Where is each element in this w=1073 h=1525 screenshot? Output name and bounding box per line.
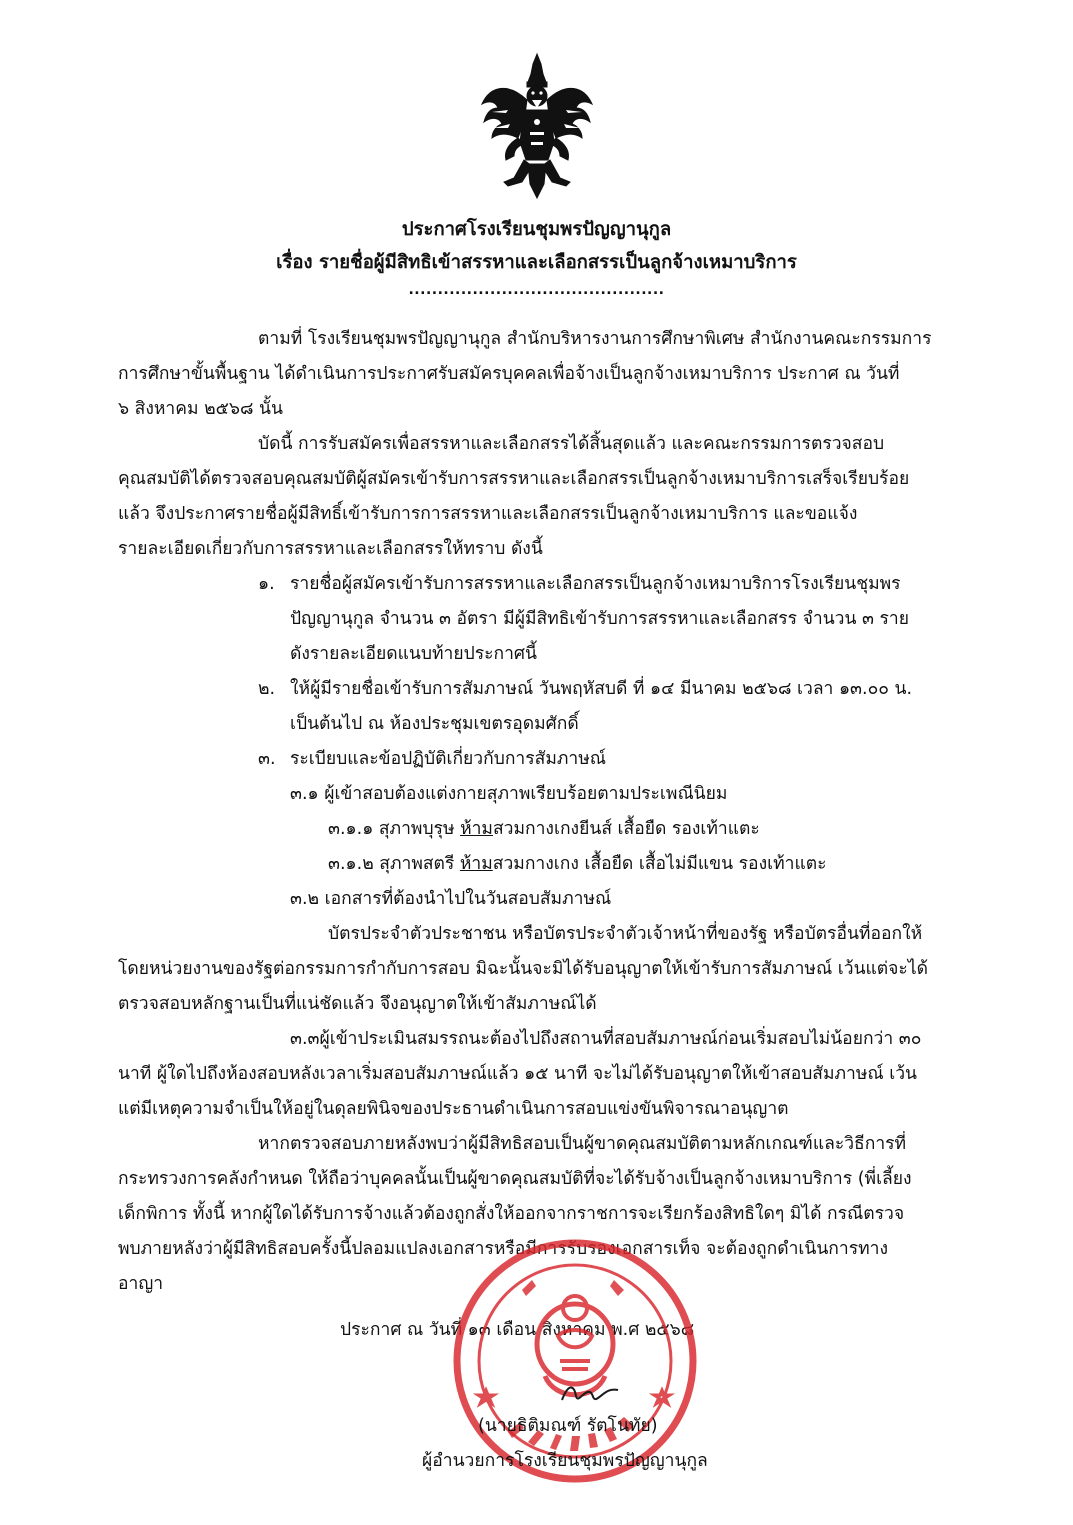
paragraph-line: หากตรวจสอบภายหลังพบว่าผู้มีสิทธิสอบเป็นผู้ขาดคุณสมบัติตามหลักเกณฑ์และวิธีการที่ <box>258 1134 907 1154</box>
paragraph-line: เด็กพิการ ทั้งนี้ หากผู้ใดได้รับการจ้างแล้วต้องถูกสั่งให้ออกจากราชการจะเรียกร้องสิทธิใดๆ มิได้ กรณีตรวจ <box>118 1204 905 1224</box>
paragraph-line: พบภายหลังว่าผู้มีสิทธิสอบครั้งนี้ปลอมแปลงเอกสารหรือมีการรับรองเอกสารเท็จ จะต้องถูกดำเนินการทาง <box>118 1239 889 1259</box>
paragraph-line: บัดนี้ การรับสมัครเพื่อสรรหาและเลือกสรรได้สิ้นสุดแล้ว และคณะกรรมการตรวจสอบ <box>258 434 885 454</box>
list-number: ๓. <box>258 749 276 769</box>
sub-item-3-1-1 <box>328 821 760 839</box>
list-item-line: ให้ผู้มีรายชื่อเข้ารับการสัมภาษณ์ วันพฤหัสบดี ที่ ๑๔ มีนาคม ๒๕๖๘ เวลา ๑๓.๐๐ น. <box>290 679 913 699</box>
signer-name: (นายธิติมณฑ์ รัตโนทัย) <box>478 1416 658 1436</box>
signer-position: ผู้อำนวยการโรงเรียนชุมพรปัญญานุกูล <box>422 1451 708 1471</box>
document-subject: เรื่อง รายชื่อผู้มีสิทธิเข้าสรรหาและเลือกสรรเป็นลูกจ้างเหมาบริการ <box>276 252 797 273</box>
document-title: ประกาศโรงเรียนชุมพรปัญญานุกูล <box>401 219 672 240</box>
paragraph-line: ตามที่ โรงเรียนชุมพรปัญญานุกูล สำนักบริหารงานการศึกษาพิเศษ สำนักงานคณะกรรมการ <box>258 329 932 349</box>
paragraph-line: คุณสมบัติได้ตรวจสอบคุณสมบัติผู้สมัครเข้ารับการสรรหาและเลือกสรรเป็นลูกจ้างเหมาบริการเสร็จเรียบร้อย <box>118 469 910 489</box>
paragraph-line: กระทรวงการคลังกำหนด ให้ถือว่าบุคคลนั้นเป็นผู้ขาดคุณสมบัติที่จะได้รับจ้างเป็นลูกจ้างเหมาบริการ (พี่เลี้ยง <box>118 1169 912 1189</box>
paragraph-line: นาที ผู้ใดไปถึงห้องสอบหลังเวลาเริ่มสอบสัมภาษณ์แล้ว ๑๕ นาที จะไม่ได้รับอนุญาตให้เข้าสอบสัมภาษณ์ เว้น <box>118 1064 917 1084</box>
paragraph-line: แล้ว จึงประกาศรายชื่อผู้มีสิทธิ์เข้ารับการการสรรหาและเลือกสรรเป็นลูกจ้างเหมาบริการ และขอแจ้ง <box>118 504 858 524</box>
garuda-emblem-icon <box>478 52 596 200</box>
list-item-line: ระเบียบและข้อปฏิบัติเกี่ยวกับการสัมภาษณ์ <box>290 749 606 769</box>
paragraph-line: โดยหน่วยงานของรัฐต่อกรรมการกำกับการสอบ มิฉะนั้นจะมิได้รับอนุญาตให้เข้ารับการสัมภาษณ์ เว้นแต่จะได้ <box>118 959 928 979</box>
sub-item-3-2: ๓.๒ เอกสารที่ต้องนำไปในวันสอบสัมภาษณ์ <box>290 889 612 909</box>
school-seal-icon <box>450 1236 700 1486</box>
sub-item-3-3: ๓.๓ผู้เข้าประเมินสมรรถนะต้องไปถึงสถานที่สอบสัมภาษณ์ก่อนเริ่มสอบไม่น้อยกว่า ๓๐ <box>290 1029 922 1049</box>
signature-icon <box>560 1380 620 1408</box>
paragraph-line: ตรวจสอบหลักฐานเป็นที่แน่ชัดแล้ว จึงอนุญาตให้เข้าสัมภาษณ์ได้ <box>118 994 597 1014</box>
paragraph-line: อาญา <box>118 1274 164 1294</box>
list-item-line: เป็นต้นไป ณ ห้องประชุมเขตรอุดมศักดิ์ <box>290 714 579 734</box>
list-number: ๑. <box>258 574 275 594</box>
paragraph-line: การศึกษาขั้นพื้นฐาน ได้ดำเนินการประกาศรับสมัครบุคคลเพื่อจ้างเป็นลูกจ้างเหมาบริการ ประกาศ ณ วันที่ <box>118 364 900 384</box>
list-number: ๒. <box>258 679 276 699</box>
sub-item-text: สวมกางเกง เสื้อยืด เสื้อไม่มีแขน รองเท้าแตะ <box>492 854 827 874</box>
sub-item-text: ๓.๑.๒ สุภาพสตรี <box>328 854 460 874</box>
title-separator: ............................................ <box>408 282 665 298</box>
sub-item-3-1-2 <box>328 856 827 874</box>
paragraph-line: บัตรประจำตัวประชาชน หรือบัตรประจำตัวเจ้าหน้าที่ของรัฐ หรือบัตรอื่นที่ออกให้ <box>328 924 923 944</box>
list-item-line: รายชื่อผู้สมัครเข้ารับการสรรหาและเลือกสรรเป็นลูกจ้างเหมาบริการโรงเรียนชุมพร <box>290 574 901 594</box>
paragraph-line: ๖ สิงหาคม ๒๕๖๘ นั้น <box>118 399 283 419</box>
paragraph-line: แต่มีเหตุความจำเป็นให้อยู่ในดุลยพินิจของประธานดำเนินการสอบแข่งขันพิจารณาอนุญาต <box>118 1099 789 1119</box>
prohibited-word: ห้าม <box>460 819 493 839</box>
announce-date: ประกาศ ณ วันที่ ๑๓ เดือน สิงหาคม พ.ศ ๒๕๖๘ <box>340 1320 695 1340</box>
list-item-line: ดังรายละเอียดแนบท้ายประกาศนี้ <box>290 644 537 664</box>
sub-item-text: สวมกางเกงยีนส์ เสื้อยืด รองเท้าแตะ <box>492 819 760 839</box>
sub-item-3-1: ๓.๑ ผู้เข้าสอบต้องแต่งกายสุภาพเรียบร้อยตามประเพณีนิยม <box>290 784 728 804</box>
paragraph-line: รายละเอียดเกี่ยวกับการสรรหาและเลือกสรรให้ทราบ ดังนี้ <box>118 539 543 559</box>
prohibited-word: ห้าม <box>459 854 493 874</box>
list-item-line: ปัญญานุกูล จำนวน ๓ อัตรา มีผู้มีสิทธิเข้ารับการสรรหาและเลือกสรร จำนวน ๓ ราย <box>290 609 910 629</box>
sub-item-text: ๓.๑.๑ สุภาพบุรุษ <box>328 819 461 839</box>
